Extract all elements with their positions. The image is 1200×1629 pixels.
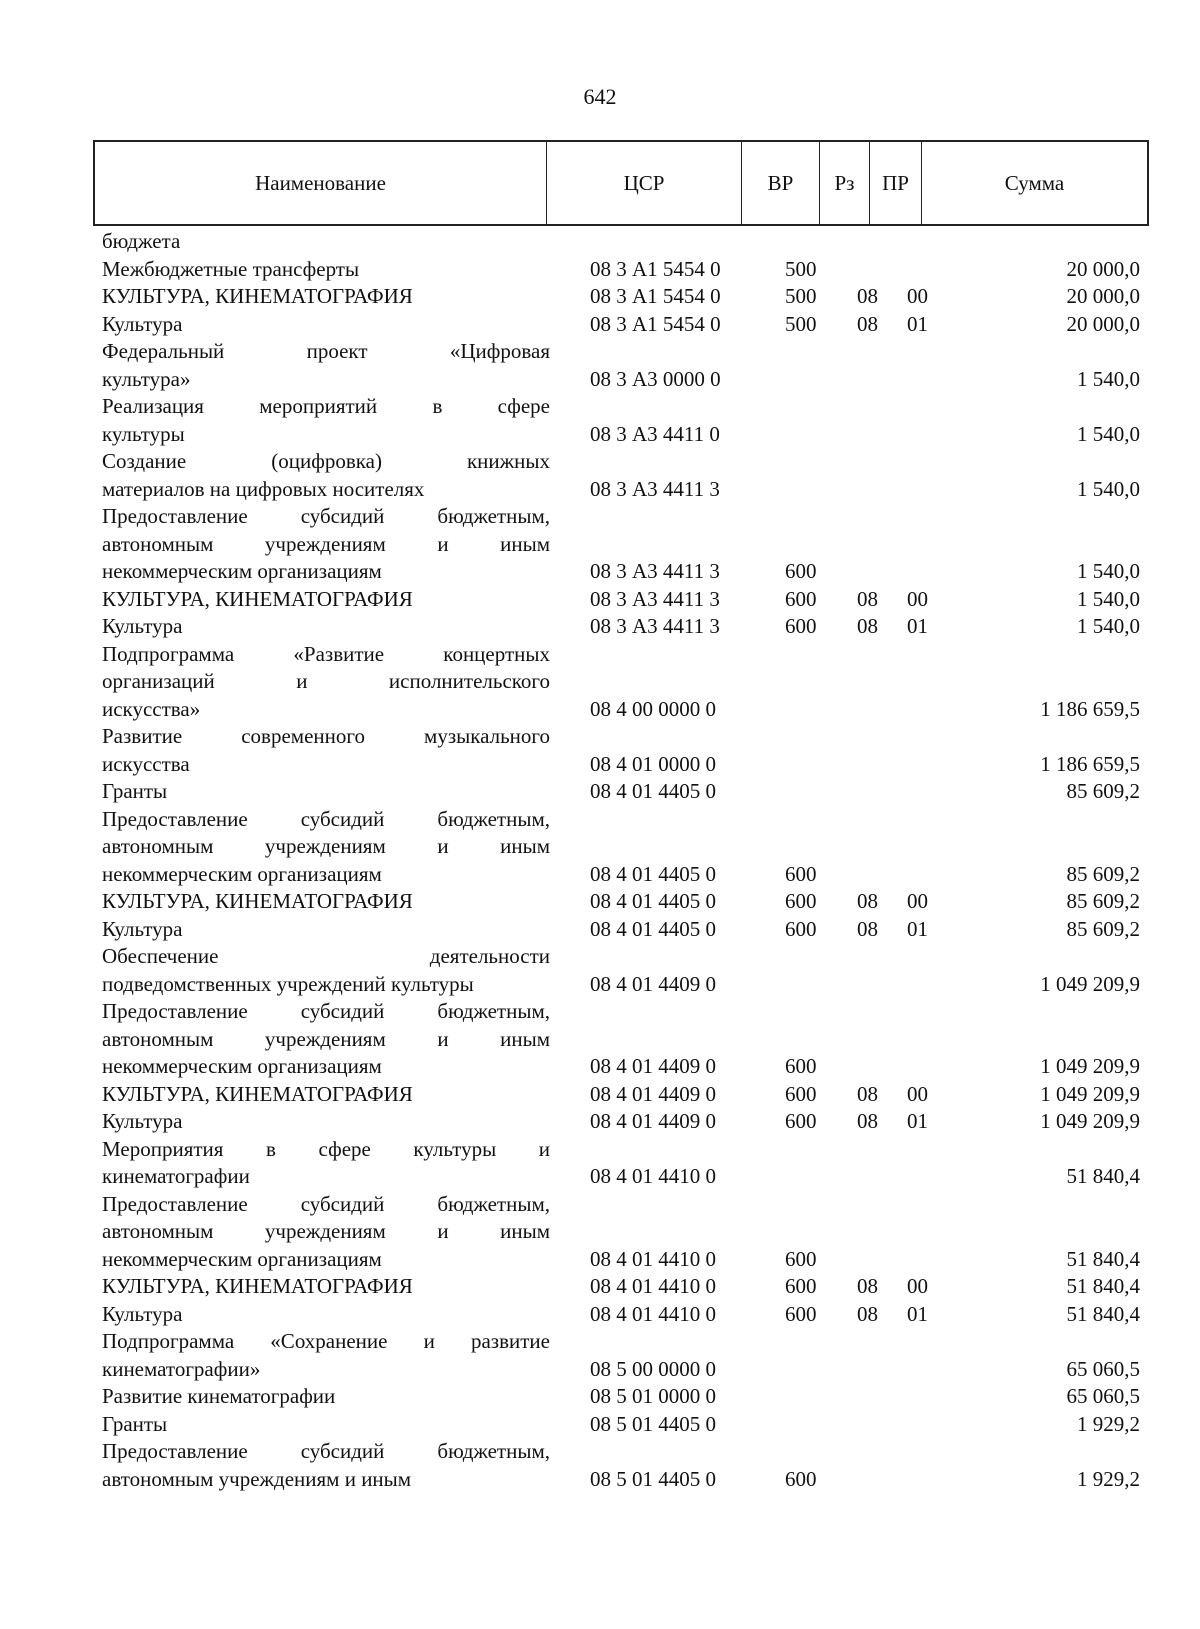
cell-csr: 08 4 01 4405 0 [590, 779, 716, 803]
table-row-line [0, 586, 1200, 614]
table-row-line [0, 1108, 1200, 1136]
cell-pr: 01 [907, 1109, 928, 1133]
cell-vr: 600 [785, 1274, 817, 1298]
cell-name: некоммерческим организациям [102, 1246, 382, 1271]
cell-csr: 08 4 01 4405 0 [590, 916, 716, 941]
cell-sum: 51 840,4 [1066, 1301, 1140, 1326]
table-row [0, 1081, 1200, 1109]
cell-csr: 08 4 01 4410 0 [590, 1164, 716, 1188]
cell-name: Предоставление субсидий бюджетным, [102, 1191, 550, 1216]
table-row-line [0, 998, 1200, 1026]
cell-name: организаций и исполнительского [102, 669, 550, 693]
cell-csr: 08 3 А1 5454 0 [590, 284, 721, 308]
table-row-line [0, 283, 1200, 311]
table-row-line [0, 641, 1200, 669]
cell-vr: 500 [785, 256, 817, 281]
cell-name: Межбюджетные трансферты [102, 256, 360, 281]
header-vr: ВР [742, 142, 820, 224]
cell-name: Предоставление субсидий бюджетным, [102, 806, 550, 831]
table-row-line [0, 421, 1200, 449]
cell-name: Культура [102, 1301, 183, 1326]
cell-csr: 08 3 А3 4411 3 [590, 586, 720, 611]
cell-name: некоммерческим организациям [102, 861, 382, 886]
table-row-line [0, 1191, 1200, 1219]
cell-name: Культура [102, 311, 183, 336]
table-row-line [0, 916, 1200, 944]
cell-csr: 08 4 01 4410 0 [590, 1301, 716, 1326]
table-row-line [0, 833, 1200, 861]
table-row [0, 1136, 1200, 1191]
table-row [0, 613, 1200, 641]
table-row [0, 1273, 1200, 1301]
cell-sum: 20 000,0 [1066, 256, 1140, 281]
cell-rz: 08 [857, 889, 878, 913]
table-row [0, 723, 1200, 778]
page-number: 642 [583, 84, 617, 109]
table-row-line [0, 668, 1200, 696]
cell-name: Развитие кинематографии [102, 1384, 336, 1408]
cell-name: Культура [102, 1109, 183, 1133]
cell-csr: 08 3 А3 4411 3 [590, 559, 720, 583]
cell-name: искусства» [102, 696, 201, 721]
cell-name: Мероприятия в сфере культуры и [102, 1136, 550, 1161]
cell-vr: 600 [785, 559, 817, 583]
cell-sum: 1 049 209,9 [1040, 1081, 1140, 1106]
cell-sum: 65 060,5 [1066, 1384, 1140, 1408]
table-row-line [0, 1218, 1200, 1246]
cell-pr: 01 [907, 916, 928, 941]
cell-sum: 51 840,4 [1066, 1164, 1140, 1188]
cell-sum: 1 049 209,9 [1040, 1054, 1140, 1078]
table-row [0, 1383, 1200, 1411]
header-pr: ПР [870, 142, 922, 224]
table-row-line [0, 1301, 1200, 1329]
table-row [0, 448, 1200, 503]
cell-name: автономным учреждениям и иным [102, 1466, 412, 1491]
cell-name: автономным учреждениям и иным [102, 531, 550, 556]
cell-name: некоммерческим организациям [102, 559, 382, 583]
table-row-line [0, 861, 1200, 889]
table-row [0, 641, 1200, 724]
cell-name: Гранты [102, 779, 168, 803]
table-row [0, 943, 1200, 998]
cell-sum: 65 060,5 [1066, 1356, 1140, 1381]
table-row [0, 393, 1200, 448]
table-row-line [0, 338, 1200, 366]
cell-rz: 08 [857, 1109, 878, 1133]
table-row-line [0, 503, 1200, 531]
cell-name: культуры [102, 421, 185, 446]
table-row-line [0, 1273, 1200, 1301]
cell-sum: 1 540,0 [1077, 421, 1140, 446]
table-row-line [0, 1081, 1200, 1109]
cell-rz: 08 [857, 284, 878, 308]
table-header [93, 140, 1149, 226]
cell-csr: 08 4 01 4410 0 [590, 1274, 716, 1298]
cell-rz: 08 [857, 614, 878, 638]
cell-csr: 08 4 01 4409 0 [590, 971, 716, 996]
cell-sum: 1 049 209,9 [1040, 971, 1140, 996]
table-body [0, 228, 1200, 1493]
table-row-line [0, 723, 1200, 751]
table-row-line [0, 806, 1200, 834]
cell-csr: 08 3 А1 5454 0 [590, 256, 721, 281]
cell-vr: 500 [785, 311, 817, 336]
cell-rz: 08 [857, 586, 878, 611]
table-row [0, 1328, 1200, 1383]
cell-name: подведомственных учреждений культуры [102, 971, 474, 996]
cell-name: КУЛЬТУРА, КИНЕМАТОГРАФИЯ [102, 586, 413, 611]
cell-name: КУЛЬТУРА, КИНЕМАТОГРАФИЯ [102, 1081, 413, 1106]
cell-csr: 08 3 А3 4411 3 [590, 614, 720, 638]
cell-name: Предоставление субсидий бюджетным, [102, 1439, 550, 1463]
cell-sum: 1 540,0 [1077, 366, 1140, 391]
table-row [0, 1411, 1200, 1439]
table-row-line [0, 228, 1200, 256]
cell-pr: 00 [907, 1081, 928, 1106]
table-row-line [0, 1053, 1200, 1081]
cell-name: Предоставление субсидий бюджетным, [102, 999, 550, 1023]
table-row-line [0, 1136, 1200, 1164]
table-row-line [0, 1383, 1200, 1411]
cell-vr: 600 [785, 861, 817, 886]
cell-csr: 08 4 00 0000 0 [590, 696, 716, 721]
header-csr: ЦСР [547, 142, 742, 224]
cell-sum: 85 609,2 [1066, 779, 1140, 803]
header-sum: Сумма [1004, 170, 1065, 195]
cell-vr: 600 [785, 1054, 817, 1078]
table-row [0, 1301, 1200, 1329]
table-row-line [0, 971, 1200, 999]
cell-name: Реализация мероприятий в сфере [102, 394, 550, 418]
table-row-line [0, 613, 1200, 641]
table-row-line [0, 311, 1200, 339]
cell-pr: 01 [907, 1301, 928, 1326]
cell-pr: 01 [907, 311, 928, 336]
cell-sum: 51 840,4 [1066, 1274, 1140, 1298]
table-row-line [0, 1246, 1200, 1274]
table-row-line [0, 1356, 1200, 1384]
cell-sum: 1 540,0 [1077, 559, 1140, 583]
cell-csr: 08 5 01 4405 0 [590, 1411, 716, 1436]
table-row [0, 1438, 1200, 1493]
cell-name: КУЛЬТУРА, КИНЕМАТОГРАФИЯ [102, 1274, 413, 1298]
cell-pr: 00 [907, 889, 928, 913]
cell-vr: 600 [785, 1466, 817, 1491]
table-row [0, 228, 1200, 256]
table-row-line [0, 1328, 1200, 1356]
cell-rz: 08 [857, 1301, 878, 1326]
cell-sum: 85 609,2 [1066, 916, 1140, 941]
table-row-line [0, 751, 1200, 779]
cell-csr: 08 4 01 4409 0 [590, 1081, 716, 1106]
cell-csr: 08 3 А3 4411 0 [590, 421, 720, 446]
cell-name: Подпрограмма «Развитие концертных [102, 641, 550, 666]
cell-rz: 08 [857, 916, 878, 941]
cell-pr: 01 [907, 614, 928, 638]
cell-vr: 600 [785, 614, 817, 638]
table-row [0, 338, 1200, 393]
cell-pr: 00 [907, 1274, 928, 1298]
cell-csr: 08 4 01 4409 0 [590, 1054, 716, 1078]
cell-name: Гранты [102, 1411, 168, 1436]
cell-name: Подпрограмма «Сохранение и развитие [102, 1329, 550, 1353]
cell-name: некоммерческим организациям [102, 1054, 382, 1078]
table-row [0, 283, 1200, 311]
table-row [0, 1191, 1200, 1274]
table-row-line [0, 256, 1200, 284]
cell-sum: 1 929,2 [1077, 1466, 1140, 1491]
header-rz: Рз [820, 142, 870, 224]
table-row [0, 1108, 1200, 1136]
cell-csr: 08 4 01 4410 0 [590, 1246, 716, 1271]
cell-sum: 20 000,0 [1066, 311, 1140, 336]
cell-name: Создание (оцифровка) книжных [102, 449, 550, 473]
header-name: Наименование [95, 142, 547, 224]
cell-rz: 08 [857, 311, 878, 336]
cell-csr: 08 3 А1 5454 0 [590, 311, 721, 336]
cell-vr: 600 [785, 916, 817, 941]
cell-sum: 1 186 659,5 [1040, 696, 1140, 721]
cell-vr: 600 [785, 586, 817, 611]
cell-sum: 85 609,2 [1066, 861, 1140, 886]
table-row [0, 586, 1200, 614]
cell-rz: 08 [857, 1081, 878, 1106]
cell-name: Федеральный проект «Цифровая [102, 339, 550, 363]
cell-csr: 08 5 01 4405 0 [590, 1466, 716, 1491]
table-row-line [0, 476, 1200, 504]
cell-name: Предоставление субсидий бюджетным, [102, 504, 550, 528]
table-row [0, 778, 1200, 806]
table-row-line [0, 1163, 1200, 1191]
table-row-line [0, 888, 1200, 916]
table-row [0, 998, 1200, 1081]
table-row [0, 916, 1200, 944]
table-row-line [0, 366, 1200, 394]
table-row-line [0, 778, 1200, 806]
table-row-line [0, 393, 1200, 421]
table-row-line [0, 448, 1200, 476]
cell-name: материалов на цифровых носителях [102, 476, 425, 501]
table-row-line [0, 531, 1200, 559]
cell-sum: 85 609,2 [1066, 889, 1140, 913]
table-row-line [0, 1438, 1200, 1466]
cell-csr: 08 4 01 0000 0 [590, 751, 716, 776]
cell-sum: 1 929,2 [1077, 1411, 1140, 1436]
cell-csr: 08 3 А3 4411 3 [590, 476, 720, 501]
cell-csr: 08 3 А3 0000 0 [590, 366, 721, 391]
cell-vr: 600 [785, 1246, 817, 1271]
table-row [0, 806, 1200, 889]
cell-name: культура» [102, 366, 191, 391]
cell-name: Развитие современного музыкального [102, 724, 550, 748]
cell-name: бюджета [102, 229, 181, 253]
cell-csr: 08 5 00 0000 0 [590, 1356, 716, 1381]
cell-name: автономным учреждениям и иным [102, 1219, 550, 1243]
cell-sum: 1 049 209,9 [1040, 1109, 1140, 1133]
cell-name: автономным учреждениям и иным [102, 1026, 550, 1051]
cell-name: Культура [102, 614, 183, 638]
table-row [0, 256, 1200, 284]
table-row-line [0, 1411, 1200, 1439]
table-row [0, 311, 1200, 339]
cell-vr: 600 [785, 889, 817, 913]
cell-name: автономным учреждениям и иным [102, 834, 550, 858]
cell-name: искусства [102, 751, 190, 776]
cell-name: кинематографии» [102, 1356, 261, 1381]
cell-rz: 08 [857, 1274, 878, 1298]
table-row-line [0, 943, 1200, 971]
cell-name: КУЛЬТУРА, КИНЕМАТОГРАФИЯ [102, 889, 413, 913]
cell-csr: 08 4 01 4405 0 [590, 861, 716, 886]
cell-vr: 600 [785, 1301, 817, 1326]
cell-pr: 00 [907, 586, 928, 611]
cell-vr: 500 [785, 284, 817, 308]
table-row-line [0, 558, 1200, 586]
cell-sum: 1 186 659,5 [1040, 751, 1140, 776]
cell-sum: 1 540,0 [1077, 586, 1140, 611]
cell-csr: 08 4 01 4405 0 [590, 889, 716, 913]
cell-sum: 20 000,0 [1066, 284, 1140, 308]
cell-pr: 00 [907, 284, 928, 308]
cell-vr: 600 [785, 1109, 817, 1133]
cell-sum: 1 540,0 [1077, 614, 1140, 638]
table-row-line [0, 696, 1200, 724]
cell-sum: 51 840,4 [1066, 1246, 1140, 1271]
cell-name: кинематографии [102, 1164, 250, 1188]
table-row-line [0, 1466, 1200, 1494]
cell-name: КУЛЬТУРА, КИНЕМАТОГРАФИЯ [102, 284, 413, 308]
table-row-line [0, 1026, 1200, 1054]
cell-name: Обеспечение деятельности [102, 944, 550, 968]
cell-vr: 600 [785, 1081, 817, 1106]
cell-csr: 08 4 01 4409 0 [590, 1109, 716, 1133]
table-row [0, 888, 1200, 916]
cell-name: Культура [102, 916, 183, 941]
cell-csr: 08 5 01 0000 0 [590, 1384, 716, 1408]
table-row [0, 503, 1200, 586]
cell-sum: 1 540,0 [1077, 476, 1140, 501]
